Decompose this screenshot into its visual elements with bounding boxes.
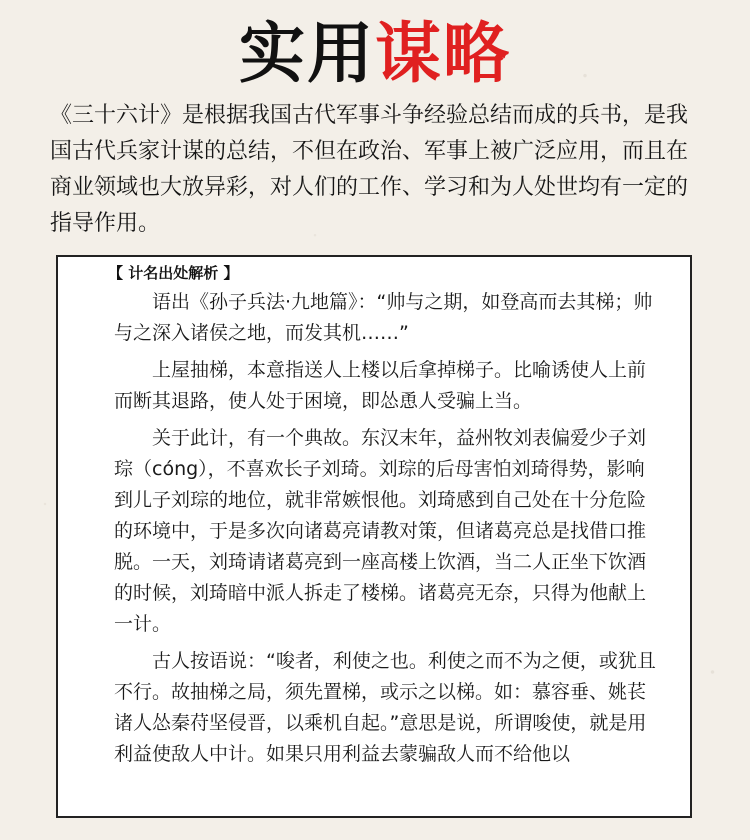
box-paragraph-1: 语出《孙子兵法·九地篇》：“帅与之期，如登高而去其梯；帅与之深入诸侯之地，而发其机……” xyxy=(114,291,653,344)
title-part-red: 谋略 xyxy=(375,15,511,92)
title-part-black: 实用 xyxy=(239,15,375,92)
box-body xyxy=(114,287,662,776)
box-paragraph-4: 古人按语说：“唆者，利使之也。利使之而不为之便，或犹且不行。故抽梯之局，须先置梯，或示之以梯。如：慕容垂、姚苌诸人怂秦苻坚侵晋，以乘机自起。”意思是说，所谓唆使，就是用利益使敌人中计。如果只用利益去蒙骗敌人而不给他以 xyxy=(114,650,656,765)
box-paragraph-2: 上屋抽梯，本意指送人上楼以后拿掉梯子。比喻诱使人上前而断其退路，使人处于困境，即怂恿人受骗上当。 xyxy=(114,359,647,412)
page-title xyxy=(0,14,750,94)
intro-paragraph xyxy=(50,98,702,242)
explanation-box xyxy=(56,255,692,818)
box-heading: 【 计名出处解析 】 xyxy=(108,264,239,282)
intro-text: 《三十六计》是根据我国古代军事斗争经验总结而成的兵书，是我国古代兵家计谋的总结，不但在政治、军事上被广泛应用，而且在商业领域也大放异彩，对人们的工作、学习和为人处世均有一定的指导作用。 xyxy=(50,103,689,236)
box-paragraph-3: 关于此计，有一个典故。东汉末年，益州牧刘表偏爱少子刘琮（cóng），不喜欢长子刘琦。刘琮的后母害怕刘琦得势，影响到儿子刘琮的地位，就非常嫉恨他。刘琦感到自己处在十分危险的环境中，于是多次向诸葛亮请教对策，但诸葛亮总是找借口推脱。一天，刘琦请诸葛亮到一座高楼上饮酒，当二人正坐下饮酒的时候，刘琦暗中派人拆走了楼梯。诸葛亮无奈，只得为他献上一计。 xyxy=(114,427,647,635)
